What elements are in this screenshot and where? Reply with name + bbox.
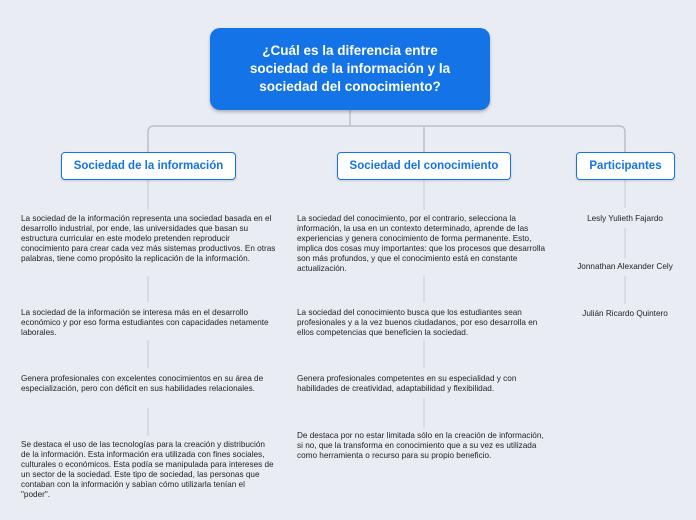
info-item-2[interactable]: La sociedad de la información se interesa más en el desarrollo económico y por eso forma estudiantes con capacidades netamente laborales. <box>21 308 269 337</box>
branch-sociedad-informacion[interactable]: Sociedad de la información <box>61 152 236 180</box>
knowledge-item-1[interactable]: La sociedad del conocimiento, por el contrario, selecciona la información, la usa en un contexto determinado, aprende de las experiencias y genera conocimiento de forma permanente. Esto, implica dos cosas muy importantes: que los procesos que desarrolla son más profundos, y que el conocimiento está en constante actualización. <box>297 214 546 273</box>
info-item-4[interactable]: Se destaca el uso de las tecnologías para la creación y distribución de la información. Esta información era utilizada con fines sociales, culturales o económicos. Esta podía se manipulada para intereses de un sector de la sociedad. Este tipo de sociedad, las personas que contaban con la información y sabían cómo utilizarla tenían el "poder". <box>21 440 274 499</box>
connector-root-bar <box>148 126 625 152</box>
info-item-3[interactable]: Genera profesionales con excelentes conocimientos en su área de especialización, pero con déficit en sus habilidades relacionales. <box>21 374 264 393</box>
participant-3[interactable]: Julián Ricardo Quintero <box>582 309 668 318</box>
central-topic[interactable]: ¿Cuál es la diferencia entre sociedad de la información y la sociedad del conocimiento? <box>210 28 490 110</box>
branch-sociedad-conocimiento[interactable]: Sociedad del conocimiento <box>337 152 511 180</box>
participant-1[interactable]: Lesly Yulieth Fajardo <box>587 214 663 223</box>
knowledge-item-2[interactable]: La sociedad del conocimiento busca que los estudiantes sean profesionales y a la vez buenos ciudadanos, por eso desarrolla en ellos competencias que beneficien la sociedad. <box>297 308 538 337</box>
branch-participantes[interactable]: Participantes <box>576 152 675 180</box>
knowledge-item-3[interactable]: Genera profesionales competentes en su especialidad y con habilidades de creatividad, adaptabilidad y flexibilidad. <box>297 374 517 393</box>
participant-2[interactable]: Jonnathan Alexander Cely <box>577 262 673 271</box>
knowledge-item-4[interactable]: De destaca por no estar limitada sólo en la creación de información, si no, que la transforma en conocimiento que a su vez es utilizada como herramienta o recurso para su propio beneficio. <box>297 431 544 460</box>
info-item-1[interactable]: La sociedad de la información representa una sociedad basada en el desarrollo industrial, por ende, las universidades que basan su estructura curricular en este modelo pretenden reproducir conocimiento para crear cada vez más sistemas productivos. En otras palabras, tiene como propósito la replicación de la información. <box>21 214 276 263</box>
